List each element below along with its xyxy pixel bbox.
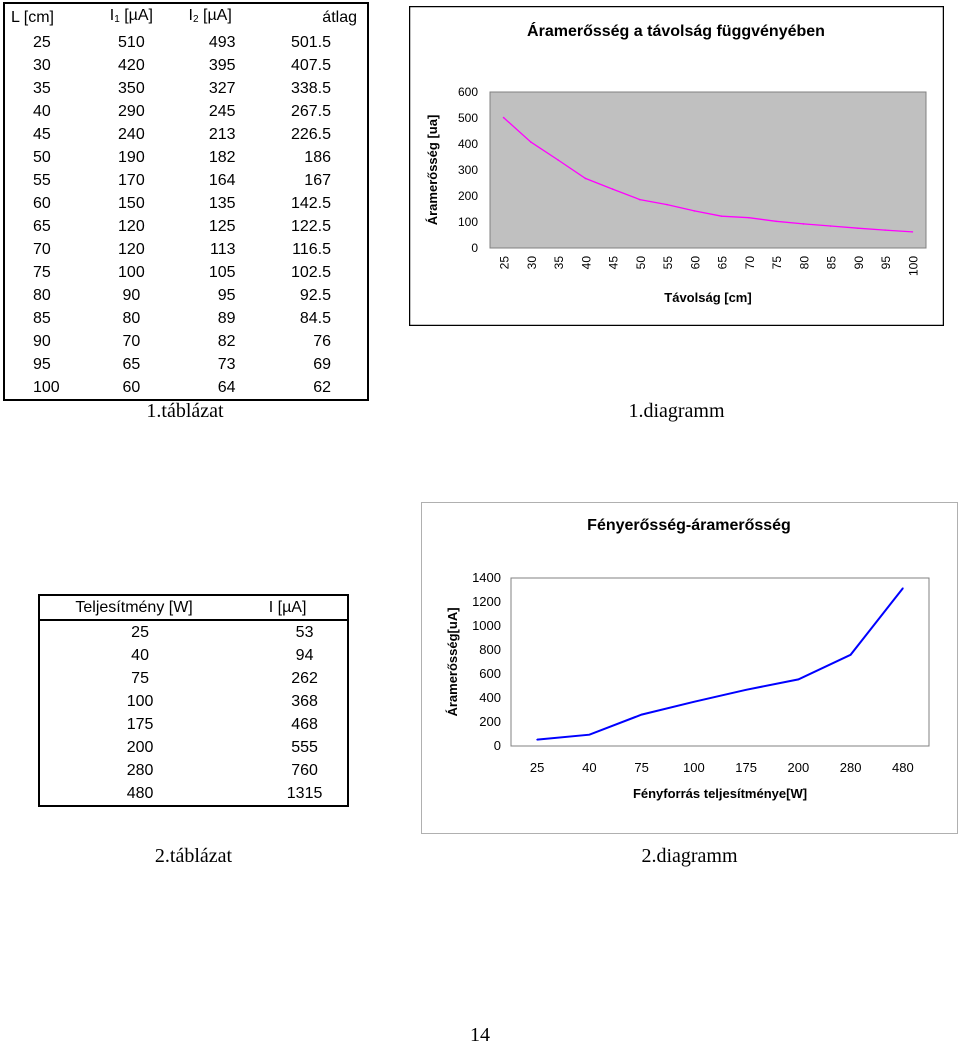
cell-i1: 190 bbox=[118, 149, 145, 166]
y-tick-label: 200 bbox=[479, 714, 501, 729]
cell-power: 25 bbox=[131, 624, 149, 641]
cell-current: 53 bbox=[295, 624, 314, 641]
col-header-i1: $I_1$ [µA] bbox=[109, 7, 153, 25]
cell-i2: 182 bbox=[208, 149, 236, 166]
data-point bbox=[666, 204, 668, 206]
cell-distance: 100 bbox=[33, 379, 60, 396]
distance-chart bbox=[409, 6, 944, 326]
table-row bbox=[39, 713, 348, 736]
y-tick-label: 0 bbox=[493, 738, 501, 753]
cell-i2: 105 bbox=[208, 264, 236, 281]
table-row bbox=[39, 690, 348, 713]
x-axis-label: Távolság [cm] bbox=[664, 290, 752, 305]
cell-i2: 395 bbox=[208, 57, 236, 74]
cell-distance: 80 bbox=[33, 287, 51, 304]
chart-title: Fényerősség-áramerősség bbox=[587, 517, 791, 534]
cell-current: 1315 bbox=[286, 785, 323, 802]
data-point bbox=[693, 701, 695, 703]
cell-i1: 170 bbox=[118, 172, 145, 189]
table-row bbox=[4, 31, 368, 54]
distance-current-table bbox=[3, 2, 369, 401]
data-point bbox=[748, 217, 750, 219]
x-tick-label: 70 bbox=[742, 256, 757, 270]
y-tick-label: 300 bbox=[457, 163, 478, 177]
y-tick-label: 800 bbox=[479, 642, 501, 657]
table-row bbox=[4, 77, 368, 100]
x-tick-label: 100 bbox=[683, 760, 705, 775]
y-axis-label: Áramerősség [ua] bbox=[425, 114, 440, 226]
data-point bbox=[585, 178, 587, 180]
power-current-table bbox=[38, 594, 349, 807]
y-tick-label: 1000 bbox=[472, 618, 501, 633]
cell-average: 92.5 bbox=[299, 287, 331, 304]
cell-i2: 95 bbox=[217, 287, 236, 304]
cell-distance: 55 bbox=[33, 172, 51, 189]
cell-i2: 493 bbox=[208, 34, 236, 51]
cell-power: 175 bbox=[126, 716, 154, 733]
x-axis-label: Fényforrás teljesítménye[W] bbox=[632, 786, 808, 801]
x-tick-label: 175 bbox=[735, 760, 757, 775]
y-tick-label: 400 bbox=[457, 137, 478, 151]
data-point bbox=[857, 227, 859, 229]
chart1-caption: 1.diagramm bbox=[628, 400, 725, 422]
cell-average: 226.5 bbox=[290, 126, 331, 143]
cell-i1: 120 bbox=[118, 218, 145, 235]
cell-average: 186 bbox=[304, 149, 331, 166]
cell-i2: 164 bbox=[208, 172, 236, 189]
cell-i1: 60 bbox=[122, 379, 141, 396]
cell-average: 122.5 bbox=[290, 218, 331, 235]
cell-i1: 90 bbox=[122, 287, 141, 304]
cell-current: 468 bbox=[291, 716, 318, 733]
cell-average: 62 bbox=[313, 379, 331, 396]
cell-current: 94 bbox=[295, 647, 314, 664]
data-point bbox=[589, 734, 591, 736]
y-tick-label: 400 bbox=[479, 690, 501, 705]
y-tick-label: 600 bbox=[457, 85, 478, 99]
cell-power: 280 bbox=[126, 762, 154, 779]
cell-distance: 75 bbox=[33, 264, 51, 281]
table-row bbox=[39, 736, 348, 759]
col-header-average: átlag bbox=[322, 9, 357, 26]
cell-average: 167 bbox=[304, 172, 331, 189]
table-row bbox=[4, 123, 368, 146]
cell-i2: 82 bbox=[217, 333, 236, 350]
plot-area bbox=[490, 92, 926, 248]
x-tick-label: 200 bbox=[787, 760, 810, 775]
cell-distance: 50 bbox=[33, 149, 51, 166]
cell-i1: 120 bbox=[118, 241, 145, 258]
col-header-distance: L [cm] bbox=[11, 9, 54, 26]
cell-distance: 30 bbox=[33, 57, 51, 74]
cell-i1: 100 bbox=[118, 264, 145, 281]
cell-average: 338.5 bbox=[290, 80, 331, 97]
cell-i2: 213 bbox=[208, 126, 236, 143]
cell-i2: 125 bbox=[208, 218, 236, 235]
chart-title: Áramerősség a távolság függvényében bbox=[527, 23, 825, 40]
table-row bbox=[39, 620, 348, 644]
cell-i2: 327 bbox=[208, 80, 236, 97]
y-axis-label: Áramerősség[uA] bbox=[445, 607, 460, 717]
table-row bbox=[4, 376, 368, 400]
chart2-caption: 2.diagramm bbox=[641, 845, 738, 867]
x-tick-label: 480 bbox=[892, 760, 914, 775]
cell-power: 100 bbox=[126, 693, 154, 710]
x-tick-label: 85 bbox=[824, 256, 839, 270]
y-tick-label: 1200 bbox=[472, 594, 501, 609]
data-point bbox=[694, 210, 696, 212]
cell-i2: 113 bbox=[210, 241, 236, 258]
cell-i2: 73 bbox=[217, 356, 236, 373]
cell-i1: 290 bbox=[118, 103, 145, 120]
cell-i1: 150 bbox=[118, 195, 145, 212]
x-tick-label: 35 bbox=[552, 256, 567, 270]
x-tick-label: 75 bbox=[770, 256, 785, 270]
cell-power: 75 bbox=[131, 670, 149, 687]
data-point bbox=[612, 188, 614, 190]
plot-area bbox=[511, 578, 929, 746]
cell-i2: 135 bbox=[208, 195, 236, 212]
table-row bbox=[4, 307, 368, 330]
cell-distance: 35 bbox=[33, 80, 51, 97]
data-point bbox=[912, 231, 914, 233]
table-row bbox=[4, 284, 368, 307]
x-tick-label: 45 bbox=[606, 256, 621, 270]
data-point bbox=[639, 199, 641, 201]
cell-distance: 25 bbox=[33, 34, 51, 51]
cell-distance: 40 bbox=[33, 103, 51, 120]
cell-average: 76 bbox=[313, 333, 331, 350]
table-row bbox=[4, 215, 368, 238]
cell-average: 69 bbox=[313, 356, 331, 373]
col-header-current: I [µA] bbox=[228, 595, 348, 620]
y-tick-label: 100 bbox=[457, 215, 478, 229]
x-tick-label: 40 bbox=[579, 256, 594, 270]
data-point bbox=[721, 215, 723, 217]
table-header-row bbox=[39, 595, 348, 620]
data-point bbox=[803, 223, 805, 225]
y-tick-label: 500 bbox=[457, 111, 478, 125]
cell-distance: 85 bbox=[33, 310, 51, 327]
data-point bbox=[884, 229, 886, 231]
cell-current: 262 bbox=[291, 670, 318, 687]
table-row bbox=[4, 261, 368, 284]
x-tick-label: 25 bbox=[497, 256, 512, 270]
table-row bbox=[4, 146, 368, 169]
x-tick-label: 80 bbox=[797, 256, 812, 270]
table-row bbox=[4, 330, 368, 353]
cell-average: 407.5 bbox=[290, 57, 331, 74]
data-point bbox=[503, 117, 505, 119]
cell-average: 267.5 bbox=[290, 103, 331, 120]
x-tick-label: 60 bbox=[688, 256, 703, 270]
cell-i1: 510 bbox=[118, 34, 145, 51]
cell-i1: 240 bbox=[118, 126, 145, 143]
cell-distance: 65 bbox=[33, 218, 51, 235]
table-row bbox=[4, 238, 368, 261]
data-point bbox=[902, 587, 904, 589]
cell-i1: 350 bbox=[118, 80, 145, 97]
y-tick-label: 0 bbox=[471, 241, 478, 255]
col-header-power: Teljesítmény [W] bbox=[39, 595, 228, 620]
y-tick-label: 600 bbox=[479, 666, 501, 681]
table-row bbox=[39, 667, 348, 690]
cell-average: 116.5 bbox=[292, 241, 331, 258]
table-row bbox=[39, 759, 348, 782]
cell-average: 84.5 bbox=[299, 310, 331, 327]
cell-current: 760 bbox=[291, 762, 318, 779]
table-row bbox=[39, 782, 348, 806]
y-tick-label: 1400 bbox=[472, 570, 501, 585]
data-point bbox=[641, 714, 643, 716]
y-tick-label: 200 bbox=[457, 189, 478, 203]
x-tick-label: 30 bbox=[524, 256, 539, 270]
page-number: 14 bbox=[470, 1024, 490, 1046]
cell-distance: 45 bbox=[33, 126, 51, 143]
cell-distance: 90 bbox=[33, 333, 51, 350]
cell-power: 200 bbox=[126, 739, 154, 756]
data-point bbox=[830, 225, 832, 227]
table-row bbox=[4, 54, 368, 77]
col-header-i2: $I_2$ [µA] bbox=[188, 7, 232, 25]
table-row bbox=[4, 100, 368, 123]
cell-average: 102.5 bbox=[290, 264, 331, 281]
cell-distance: 95 bbox=[33, 356, 51, 373]
cell-current: 555 bbox=[291, 739, 318, 756]
table-row bbox=[4, 353, 368, 376]
cell-i1: 80 bbox=[122, 310, 141, 327]
table-row bbox=[4, 192, 368, 215]
x-tick-label: 55 bbox=[661, 256, 676, 270]
x-tick-label: 25 bbox=[529, 760, 545, 775]
cell-current: 368 bbox=[291, 693, 318, 710]
x-tick-label: 75 bbox=[634, 760, 649, 775]
cell-power: 40 bbox=[131, 647, 149, 664]
cell-i2: 89 bbox=[217, 310, 236, 327]
cell-i2: 64 bbox=[217, 379, 236, 396]
x-tick-label: 100 bbox=[906, 256, 921, 277]
cell-distance: 70 bbox=[33, 241, 51, 258]
x-tick-label: 40 bbox=[582, 760, 597, 775]
table-row bbox=[39, 644, 348, 667]
cell-average: 501.5 bbox=[290, 34, 331, 51]
x-tick-label: 50 bbox=[633, 256, 648, 270]
data-point bbox=[557, 159, 559, 161]
data-point bbox=[745, 689, 747, 691]
data-point bbox=[536, 739, 538, 741]
cell-i2: 245 bbox=[208, 103, 236, 120]
cell-i1: 420 bbox=[118, 57, 145, 74]
table1-caption: 1.táblázat bbox=[146, 400, 224, 422]
cell-power: 480 bbox=[126, 785, 154, 802]
x-tick-label: 65 bbox=[715, 256, 730, 270]
x-tick-label: 280 bbox=[839, 760, 862, 775]
data-point bbox=[530, 141, 532, 143]
cell-distance: 60 bbox=[33, 195, 51, 212]
data-point bbox=[798, 679, 800, 681]
cell-i1: 70 bbox=[122, 333, 141, 350]
data-point bbox=[775, 221, 777, 223]
cell-i1: 65 bbox=[122, 356, 141, 373]
data-point bbox=[850, 654, 852, 656]
x-tick-label: 90 bbox=[851, 256, 866, 270]
power-chart bbox=[421, 502, 958, 834]
table-row bbox=[4, 169, 368, 192]
table2-caption: 2.táblázat bbox=[154, 845, 233, 867]
cell-average: 142.5 bbox=[290, 195, 331, 212]
x-tick-label: 95 bbox=[879, 256, 894, 270]
table-header-row bbox=[4, 3, 368, 31]
